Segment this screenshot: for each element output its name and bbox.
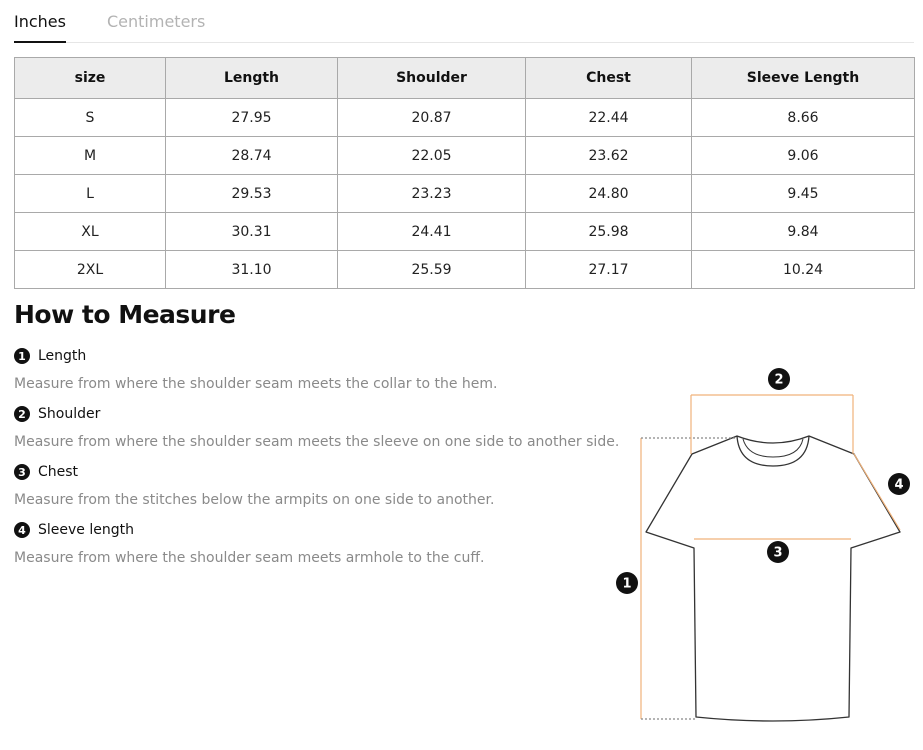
svg-text:1: 1 (622, 576, 632, 592)
cell-size: L (15, 175, 166, 213)
cell-chest: 22.44 (526, 99, 692, 137)
cell-shoulder: 20.87 (338, 99, 526, 137)
cell-size: 2XL (15, 251, 166, 289)
table-row (15, 137, 915, 175)
size-chart-table (14, 57, 915, 289)
measure-label: Chest (38, 464, 79, 480)
cell-length: 28.74 (166, 137, 338, 175)
cell-shoulder: 24.41 (338, 213, 526, 251)
number-1-icon: 1 (14, 348, 30, 364)
cell-shoulder: 23.23 (338, 175, 526, 213)
svg-text:3: 3 (773, 545, 783, 561)
marker-3-icon (767, 541, 789, 563)
measure-description: Measure from where the shoulder seam meets armhole to the cuff. (14, 550, 485, 566)
marker-4-icon (888, 473, 910, 495)
header-sleeve-length: Sleeve Length (692, 58, 915, 99)
table-row (15, 251, 915, 289)
measure-label: Sleeve length (38, 522, 134, 538)
cell-chest: 27.17 (526, 251, 692, 289)
measure-item-shoulder (14, 405, 619, 450)
marker-2-icon (768, 368, 790, 390)
table-row (15, 175, 915, 213)
cell-sleeve-length: 9.06 (692, 137, 915, 175)
header-length: Length (166, 58, 338, 99)
measure-item-sleeve-length (14, 521, 484, 566)
cell-size: M (15, 137, 166, 175)
tab-centimeters[interactable]: Centimeters (107, 12, 206, 31)
cell-chest: 23.62 (526, 137, 692, 175)
cell-sleeve-length: 9.45 (692, 175, 915, 213)
tab-inches[interactable]: Inches (14, 12, 66, 43)
cell-size: S (15, 99, 166, 137)
header-chest: Chest (526, 58, 692, 99)
measure-item-chest (14, 463, 494, 508)
header-size: size (15, 58, 166, 99)
svg-text:2: 2 (774, 372, 784, 388)
measure-item-length (14, 347, 498, 392)
cell-length: 31.10 (166, 251, 338, 289)
measure-label: Shoulder (38, 406, 101, 422)
cell-length: 30.31 (166, 213, 338, 251)
cell-size: XL (15, 213, 166, 251)
measure-label: Length (38, 348, 87, 364)
measure-description: Measure from the stitches below the armpits on one side to another. (14, 492, 495, 508)
table-header-row (15, 58, 915, 99)
cell-sleeve-length: 9.84 (692, 213, 915, 251)
table-row (15, 213, 915, 251)
unit-tabs (14, 0, 914, 43)
svg-text:4: 4 (894, 477, 904, 493)
cell-shoulder: 22.05 (338, 137, 526, 175)
cell-sleeve-length: 8.66 (692, 99, 915, 137)
header-shoulder: Shoulder (338, 58, 526, 99)
tshirt-outline-icon (646, 436, 900, 721)
table-row (15, 99, 915, 137)
cell-shoulder: 25.59 (338, 251, 526, 289)
cell-sleeve-length: 10.24 (692, 251, 915, 289)
tshirt-diagram (608, 366, 913, 746)
cell-length: 29.53 (166, 175, 338, 213)
cell-chest: 24.80 (526, 175, 692, 213)
number-2-icon: 2 (14, 406, 30, 422)
cell-chest: 25.98 (526, 213, 692, 251)
cell-length: 27.95 (166, 99, 338, 137)
number-3-icon: 3 (14, 464, 30, 480)
how-to-measure-title: How to Measure (14, 300, 236, 329)
number-4-icon: 4 (14, 522, 30, 538)
measure-description: Measure from where the shoulder seam meets the collar to the hem. (14, 376, 498, 392)
marker-1-icon (616, 572, 638, 594)
measure-description: Measure from where the shoulder seam meets the sleeve on one side to another side. (14, 434, 620, 450)
